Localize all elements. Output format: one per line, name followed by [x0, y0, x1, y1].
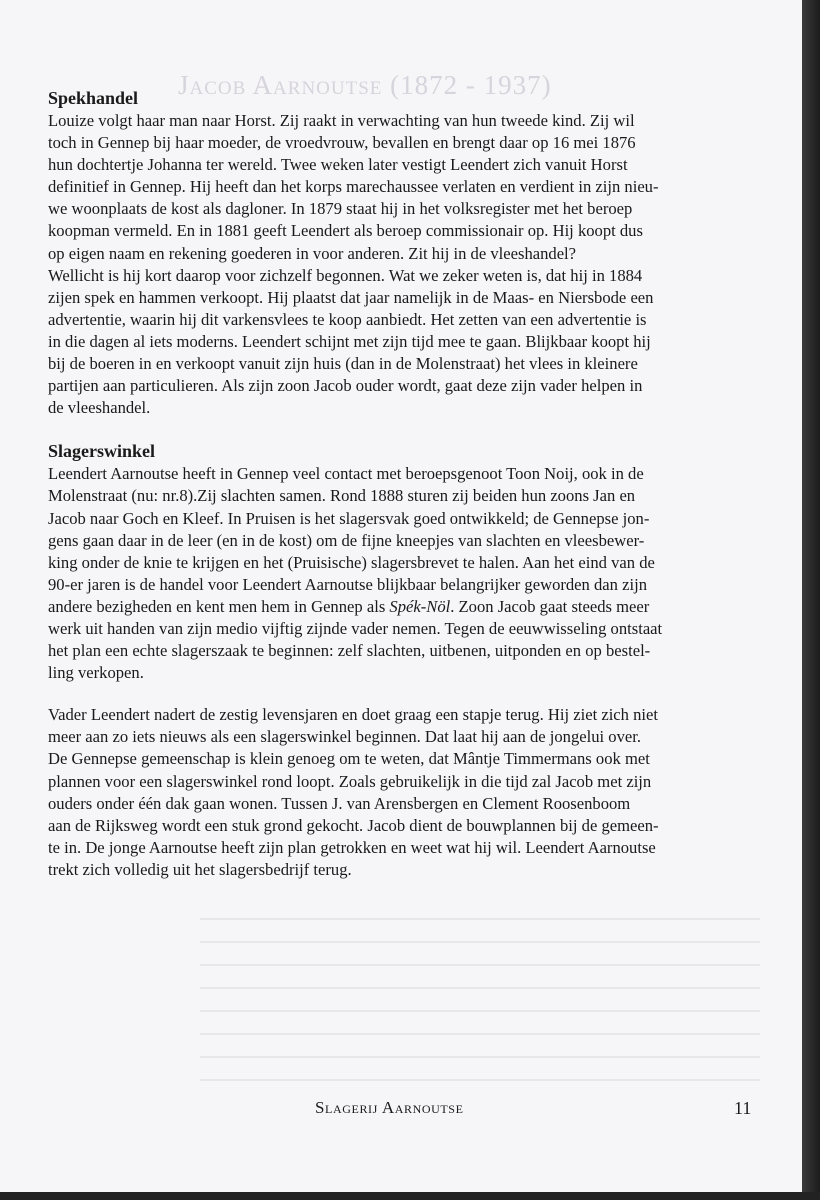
- running-footer-title: Slagerij Aarnoutse: [315, 1098, 464, 1117]
- text-line: het plan een echte slagerszaak te beginnen: zelf slachten, uitbenen, uitponden en op bestel-: [48, 641, 651, 661]
- text-line: de vleeshandel.: [48, 398, 151, 418]
- text-line: De Gennepse gemeenschap is klein genoeg om te weten, dat Mântje Timmermans ook met: [48, 749, 650, 769]
- scan-edge-right: [802, 0, 820, 1200]
- nickname-italic: Spék-Nöl: [389, 596, 451, 616]
- text-line: Molenstraat (nu: nr.8).Zij slachten samen. Rond 1888 sturen zij beiden hun zoons Jan en: [48, 486, 636, 506]
- text-line: toch in Gennep bij haar moeder, de vroedvrouw, bevallen en brengt daar op 16 mei 1876: [48, 133, 636, 153]
- text-line: Vader Leendert nadert de zestig levensjaren en doet graag een stapje terug. Hij ziet zich niet: [48, 705, 658, 725]
- paragraph-spacer: [48, 684, 780, 704]
- text-line-nickname: [48, 596, 780, 618]
- text-line: king onder de knie te krijgen en het (Pruisische) slagersbrevet te halen. Aan het eind van de: [48, 552, 655, 572]
- text-line: ling verkopen.: [48, 663, 144, 683]
- bleed-through-title: Jacob Aarnoutse (1872 - 1937): [178, 70, 552, 100]
- paragraph-vader-leendert: [48, 704, 780, 881]
- text-line: Wellicht is hij kort daarop voor zichzelf begonnen. Wat we zeker weten is, dat hij in 1884: [48, 265, 643, 285]
- text-line: in die dagen al iets moderns. Leendert schijnt met zijn tijd mee te gaan. Blijkbaar koopt hij: [48, 331, 651, 351]
- paragraph-spekhandel: [48, 110, 780, 419]
- page-footer: [0, 1098, 802, 1128]
- text-line: hun dochtertje Johanna ter wereld. Twee weken later vestigt Leendert zich vanuit Horst: [48, 155, 628, 175]
- text-line: te in. De jonge Aarnoutse heeft zijn plan getrokken en weet wat hij wil. Leendert Aarnoutse: [48, 837, 656, 857]
- text-line: aan de Rijksweg wordt een stuk grond gekocht. Jacob dient de bouwplannen bij de gemeen-: [48, 815, 659, 835]
- section-heading-spekhandel: Spekhandel: [48, 88, 139, 108]
- text-line: trekt zich volledig uit het slagersbedrijf terug.: [48, 859, 352, 879]
- text-line: koopman vermeld. En in 1881 geeft Leendert als beroep commissionair op. Hij koopt dus: [48, 221, 643, 241]
- text-fragment: . Zoon Jacob gaat steeds meer: [450, 596, 650, 616]
- text-line: meer aan zo iets nieuws als een slagerswinkel beginnen. Dat laat hij aan de jongelui over.: [48, 727, 642, 747]
- scan-edge-bottom: [0, 1192, 820, 1200]
- bleed-through-text: [200, 900, 760, 1090]
- text-line: we woonplaats de kost als dagloner. In 1879 staat hij in het volksregister met het beroep: [48, 199, 633, 219]
- text-line: bij de boeren in en verkoopt vanuit zijn huis (dan in de Molenstraat) het vlees in kleinere: [48, 354, 638, 374]
- text-line: plannen voor een slagerswinkel rond loopt. Zoals gebruikelijk in die tijd zal Jacob met zijn: [48, 771, 652, 791]
- section-heading-slagerswinkel: Slagerswinkel: [48, 441, 156, 462]
- text-line: Leendert Aarnoutse heeft in Gennep veel contact met beroepsgenoot Toon Noij, ook in de: [48, 464, 644, 484]
- text-line: gens gaan daar in de leer (en in de kost) om de fijne kneepjes van slachten en vleesbewer-: [48, 530, 645, 550]
- text-line: op eigen naam en rekening goederen in voor anderen. Zit hij in de vleeshandel?: [48, 243, 577, 263]
- text-line: Jacob naar Goch en Kleef. In Pruisen is het slagersvak goed ontwikkeld; de Gennepse jon-: [48, 508, 650, 528]
- paragraph-slagerswinkel: [48, 463, 780, 684]
- text-line: 90-er jaren is de handel voor Leendert Aarnoutse blijkbaar belangrijker geworden dan zijn: [48, 574, 647, 594]
- text-line: ouders onder één dak gaan wonen. Tussen J. van Arensbergen en Clement Roosenboom: [48, 793, 631, 813]
- text-fragment: andere bezigheden en kent men hem in Gennep als: [48, 596, 390, 616]
- text-line: Louize volgt haar man naar Horst. Zij raakt in verwachting van hun tweede kind. Zij wil: [48, 111, 635, 130]
- text-line: partijen aan particulieren. Als zijn zoon Jacob ouder wordt, gaat deze zijn vader helpen in: [48, 376, 643, 396]
- text-line: advertentie, waarin hij dit varkensvlees te koop aanbiedt. Het zetten van een advertentie is: [48, 309, 647, 329]
- page-content: [48, 86, 780, 881]
- section-spacer: [48, 419, 780, 439]
- text-line: zijen spek en hammen verkoopt. Hij plaatst dat jaar namelijk in de Maas- en Niersbode een: [48, 287, 654, 307]
- text-line: definitief in Gennep. Hij heeft dan het korps marechaussee verlaten en verdient in zijn nieu-: [48, 177, 659, 197]
- text-line: werk uit handen van zijn medio vijftig zijnde vader nemen. Tegen de eeuwwisseling ontstaat: [48, 618, 663, 638]
- page-number: 11: [734, 1098, 752, 1118]
